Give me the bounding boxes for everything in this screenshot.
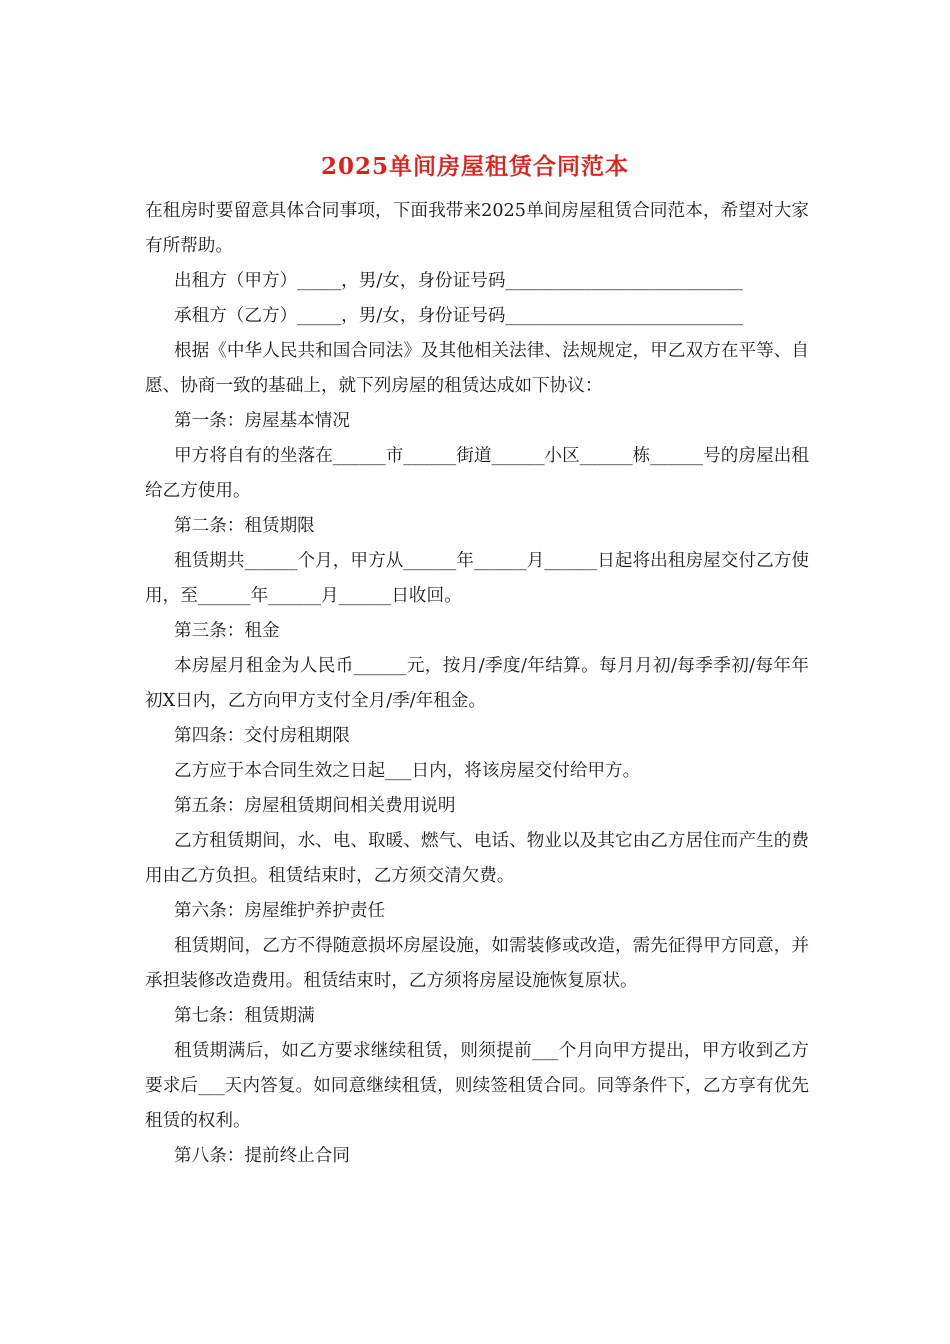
article-3-body: 本房屋月租金为人民币______元，按月/季度/年结算。每月月初/每季季初/每年年初X日内，乙方向甲方支付全月/季/年租金。 xyxy=(145,656,809,711)
article-4-body: 乙方应于本合同生效之日起___日内，将该房屋交付给甲方。 xyxy=(174,761,641,781)
document-title: 2025单间房屋租赁合同范本 xyxy=(320,153,629,180)
article-1-body: 甲方将自有的坐落在______市______街道______小区______栋______号的房屋出租给乙方使用。 xyxy=(145,446,809,501)
article-5-body: 乙方租赁期间，水、电、取暖、燃气、电话、物业以及其它由乙方居住而产生的费用由乙方负担。租赁结束时，乙方须交清欠费。 xyxy=(145,831,809,886)
article-2-heading: 第二条：租赁期限 xyxy=(174,516,315,536)
article-5-heading: 第五条：房屋租赁期间相关费用说明 xyxy=(174,796,456,816)
article-7-heading: 第七条：租赁期满 xyxy=(174,1006,315,1026)
article-4-heading: 第四条：交付房租期限 xyxy=(174,726,350,746)
lessee-line: 承租方（乙方）_____，男/女，身份证号码___________________________ xyxy=(174,306,743,326)
article-6-heading: 第六条：房屋维护养护责任 xyxy=(174,901,386,921)
preamble-paragraph: 根据《中华人民共和国合同法》及其他相关法律、法规规定，甲乙双方在平等、自愿、协商一致的基础上，就下列房屋的租赁达成如下协议： xyxy=(145,341,809,396)
document-body xyxy=(145,194,809,1174)
article-3-heading: 第三条：租金 xyxy=(174,621,280,641)
article-8-heading: 第八条：提前终止合同 xyxy=(174,1146,350,1166)
lessor-line: 出租方（甲方）_____，男/女，身份证号码___________________________ xyxy=(174,271,743,291)
article-6-body: 租赁期间，乙方不得随意损坏房屋设施，如需装修或改造，需先征得甲方同意，并承担装修改造费用。租赁结束时，乙方须将房屋设施恢复原状。 xyxy=(145,936,809,991)
article-1-heading: 第一条：房屋基本情况 xyxy=(174,411,350,431)
intro-paragraph: 在租房时要留意具体合同事项，下面我带来2025单间房屋租赁合同范本，希望对大家有所帮助。 xyxy=(145,201,809,256)
article-7-body: 租赁期满后，如乙方要求继续租赁，则须提前___个月向甲方提出，甲方收到乙方要求后___天内答复。如同意继续租赁，则续签租赁合同。同等条件下，乙方享有优先租赁的权利。 xyxy=(145,1041,809,1131)
article-2-body: 租赁期共______个月，甲方从______年______月______日起将出租房屋交付乙方使用，至______年______月______日收回。 xyxy=(145,551,809,606)
